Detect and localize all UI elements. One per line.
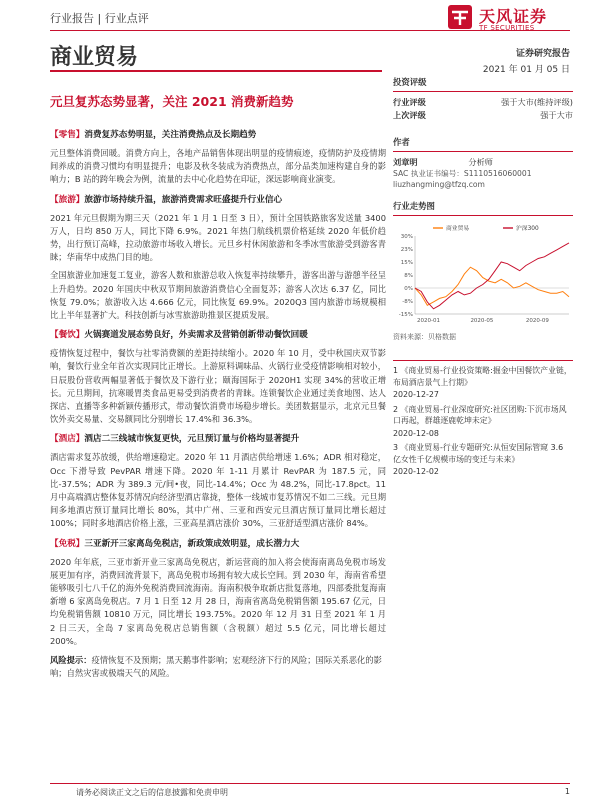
footer-divider bbox=[50, 783, 570, 784]
legend-label: 沪深300 bbox=[516, 226, 539, 232]
y-tick-label: 23% bbox=[400, 247, 413, 253]
previous-rating-label: 上次评级 bbox=[393, 110, 426, 120]
section-paragraph: 元旦整体消费回暖。消费方向上，各地产品销售体现出明显的疫情痕迹，疫情防护及疫情期间养成的消费习惯均有明显提升；电影及秋冬装成为消费热点，部分品类加速构建自身的影响力；B 站的跨年晚会为例，流量的去中心化趋势在印证，深远影响商业演变。 bbox=[50, 148, 386, 185]
related-report-date: 2020-12-08 bbox=[393, 428, 439, 438]
trend-chart-svg bbox=[393, 222, 573, 330]
rating-value: 强于大市(维持评级) bbox=[501, 97, 573, 107]
x-tick-label: 2020-01 bbox=[417, 318, 440, 324]
analyst-name: 刘章明 bbox=[393, 157, 418, 167]
previous-rating-value: 强于大市 bbox=[540, 110, 573, 120]
section-tag: 【酒店】 bbox=[50, 434, 85, 445]
series-line-1 bbox=[415, 267, 569, 305]
logo-name-cn: 天风证券 bbox=[479, 7, 548, 26]
section-tag: 【零售】 bbox=[50, 130, 85, 140]
analyst-sac: SAC 执业证书编号：S1110516060001 bbox=[393, 169, 532, 178]
trend-chart bbox=[393, 222, 573, 330]
y-tick-label: 30% bbox=[400, 234, 413, 240]
y-tick-label: -8% bbox=[402, 299, 413, 305]
section-tag: 【餐饮】 bbox=[50, 330, 85, 341]
report-type-line: 行业报告 | 行业点评 bbox=[50, 12, 149, 25]
section-duty-free bbox=[50, 537, 386, 648]
related-report-date: 2020-12-27 bbox=[393, 390, 439, 399]
related-report-link[interactable]: 3 《商业贸易-行业专题研究:从恒安国际管窥 3.6 亿女性千亿规模市场的变迁与未来》 bbox=[393, 443, 564, 464]
x-tick-label: 2020-09 bbox=[525, 318, 549, 324]
risk-label: 风险提示： bbox=[50, 655, 92, 666]
section-heading bbox=[50, 328, 386, 342]
section-retail bbox=[50, 128, 386, 187]
industry-rating-row bbox=[393, 96, 573, 109]
page-number: 1 bbox=[564, 787, 570, 796]
section-heading bbox=[50, 432, 386, 446]
section-catering bbox=[50, 328, 386, 426]
sidebar bbox=[393, 76, 573, 481]
section-heading bbox=[50, 537, 386, 551]
trend-heading: 行业走势图 bbox=[393, 200, 573, 216]
analyst-row bbox=[393, 156, 573, 168]
related-heading bbox=[393, 352, 573, 356]
related-report-link[interactable]: 1 《商业贸易-行业投资策略:掘金中国餐饮产业链，布局酒店景气上行期》 bbox=[393, 366, 572, 387]
sector-divider bbox=[50, 70, 382, 72]
section-paragraph: 疫情恢复过程中，餐饮与社零消费额的差距持续缩小。2020 年 10 月，受中秋国庆双节影响，餐饮行业全年首次实现同比正增长。上游原料调味品、火锅行业受疫情影响相对较小，日辰股份营收两幅显著低于餐饮及下游行业；颐海国际于 2020H1 实现 34%的营收正增长。元旦期间，抗寒暖胃类食品更易受到消费者的青睐。连锁餐饮企业通过美食地图、达人探店、直播等多种新颖传播形式，带动餐饮消费市场稳步增长。美团数据显示，北京元旦餐饮外卖交易量、交易额同比分别增长 17.4%和 36.3%。 bbox=[50, 348, 386, 425]
y-tick-label: 8% bbox=[404, 273, 413, 279]
footer-disclaimer: 请务必阅读正文之后的信息披露和免责申明 bbox=[76, 788, 228, 797]
section-tourism bbox=[50, 193, 386, 323]
related-report-date: 2020-12-02 bbox=[393, 467, 439, 476]
report-headline: 元旦复苏态势显著，关注 2021 消费新趋势 bbox=[50, 94, 294, 109]
rating-label: 行业评级 bbox=[393, 97, 426, 107]
rating-heading: 投资评级 bbox=[393, 76, 573, 92]
section-paragraph: 2021 年元旦假期为期三天（2021 年 1 月 1 日至 3 日），预计全国铁路旅客发送量 3400 万人，日均 850 万人，同比下降 6.9%。2021 年热门航线机票价格延续 2020 年低价趋势，出行预订高峰，拉动旅游市场收入增长。元旦乡村休闲旅游和冬季冰雪旅游受到游客青睐；华南华中成热门目的地。 bbox=[50, 212, 386, 263]
section-title: 火锅赛道发展态势良好，外卖需求及营销创新带动餐饮回暖 bbox=[84, 330, 308, 341]
section-paragraph: 酒店需求复苏放缓，供给增速稳定。2020 年 11 月酒店供给增速 1.6%；ADR 相对稳定，Occ 下滑导致 PevPAR 增速下降。2020 年 1-11 月累计 RevPAR 为 187.5 元，同比-37.5%；ADR 为 389.3 元/间•夜，同比-14.4%；Occ 为 48.2%，同比-17.8pct。11 月中高端酒店整体复苏情况向经济型酒店靠拢，整体一线城市复苏情况不如二三线。元旦期间多地酒店预订量同比增长 80%，其中广州、三亚和西安元旦酒店预订量同比增长超过 100%；同时多地酒店价格上涨，三亚高星酒店涨价 30%，三亚舒适型酒店涨价 84%。 bbox=[50, 452, 386, 529]
logo-mark-icon bbox=[447, 4, 473, 30]
section-title: 消费复苏态势明显，关注消费热点及长期趋势 bbox=[84, 130, 257, 140]
y-tick-label: -15% bbox=[398, 312, 413, 318]
section-hotel bbox=[50, 432, 386, 530]
analyst-role: 分析师 bbox=[468, 157, 493, 167]
main-column bbox=[50, 128, 386, 681]
logo-name-en: TF SECURITIES bbox=[479, 24, 535, 32]
y-tick-label: 0% bbox=[404, 286, 413, 292]
section-tag: 【免税】 bbox=[50, 538, 85, 549]
section-paragraph: 2020 年年底，三亚市新开业三家离岛免税店，新运营商的加入将会使海南离岛免税市场发展更加有序，消费回流背景下，离岛免税市场拥有较大成长空间。到 2030 年，海南省希望能够吸引七八千亿的海外免税消费回流海南。海南积极争取新店批复落地，四部委批复海南新增 6 家离岛免税店。7 月 1 日至 12 月 28 日，海南省离岛免税销售额 195.67 亿元，日均免税销售额 10810 万元，同比增长 193.75%。2020 年 12 月 31 日至 2021 年 1 月 2 日三天，全岛 7 家离岛免税店总销售额（含税额）超过 5.5 亿元，同比增长超过 200%。 bbox=[50, 556, 386, 646]
legend-label: 商业贸易 bbox=[446, 226, 470, 232]
sector-title: 商业贸易 bbox=[50, 45, 139, 70]
chart-source: 资料来源：贝格数据 bbox=[393, 333, 456, 341]
section-paragraph: 全国旅游业加速复工复业，游客人数和旅游总收入恢复率持续攀升，游客出游与游憩半径呈上升趋势。2020 年国庆中秋双节期间旅游消费信心全面复苏；游客人次达 6.37 亿，同比恢复 79.0%；旅游收入达 4.666 亿元，同比恢复 69.9%。2020Q3 国内旅游市场规模相比上半年显著扩大。科技创新与冰雪旅游助推景区提质发展。 bbox=[50, 270, 386, 321]
y-tick-label: 15% bbox=[400, 260, 413, 266]
risk-text: 疫情恢复不及预期；黑天鹅事件影响；宏观经济下行的风险；国际关系恶化的影响；自然灾害或极端天气的风险。 bbox=[50, 655, 382, 679]
section-title: 酒店二三线城市恢复更快，元旦预订量与价格均显著提升 bbox=[84, 434, 300, 445]
report-kind: 证券研究报告 bbox=[515, 49, 570, 59]
section-heading bbox=[50, 128, 386, 142]
section-heading bbox=[50, 193, 386, 207]
analyst-email[interactable]: liuzhangming@tfzq.com bbox=[393, 180, 485, 189]
author-heading: 作者 bbox=[393, 136, 573, 152]
section-tag: 【旅游】 bbox=[50, 194, 85, 205]
related-report-link[interactable]: 2 《商业贸易-行业深度研究:社区团购:下沉市场风口再起，群雄逐鹿乾坤未定》 bbox=[393, 404, 567, 425]
section-title: 旅游市场持续升温，旅游消费需求旺盛提升行业信心 bbox=[84, 194, 283, 205]
section-title: 三亚新开三家离岛免税店，新政策成效明显，成长潜力大 bbox=[84, 538, 300, 549]
x-tick-label: 2020-05 bbox=[470, 318, 494, 324]
report-date: 2021 年 01 月 05 日 bbox=[482, 65, 570, 75]
related-reports bbox=[393, 360, 573, 478]
tf-securities-logo bbox=[447, 2, 572, 38]
risk-warning bbox=[50, 654, 386, 680]
previous-rating-row bbox=[393, 109, 573, 122]
